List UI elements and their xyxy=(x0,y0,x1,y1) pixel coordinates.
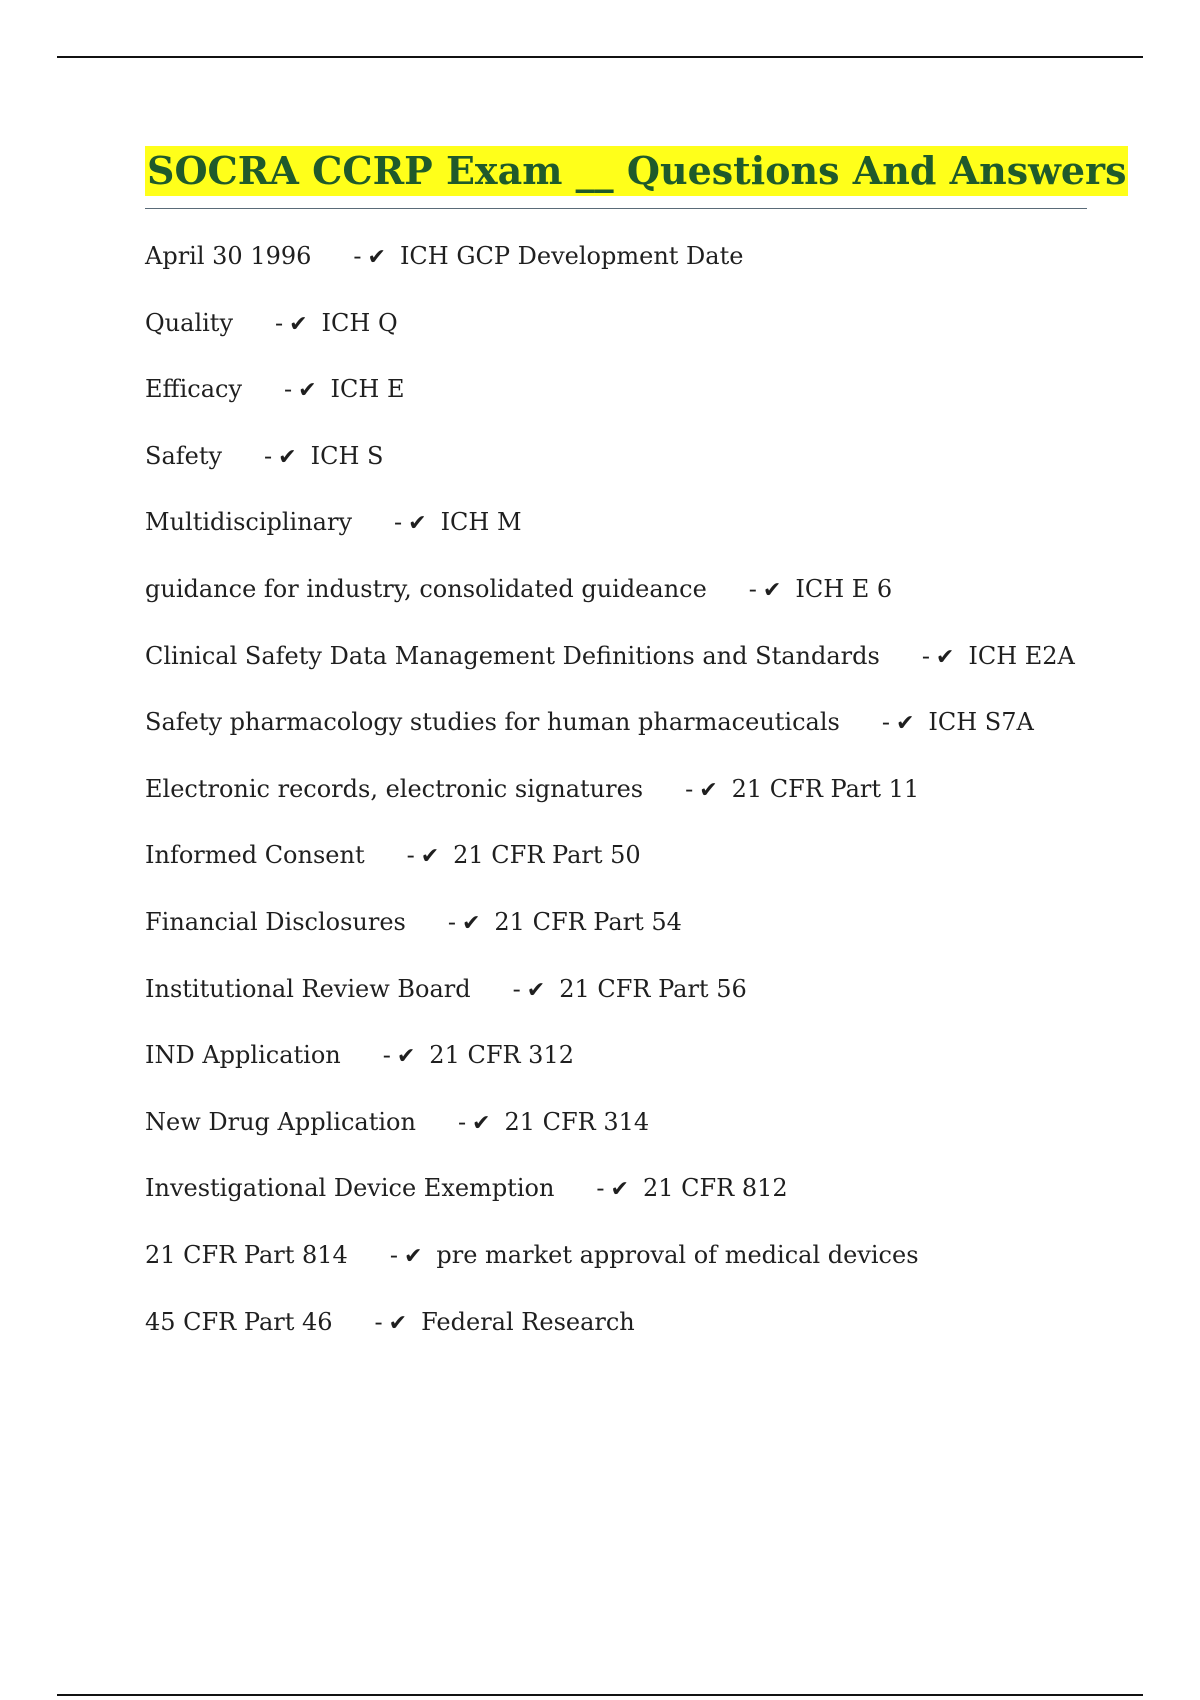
qa-item xyxy=(145,569,1105,636)
separator-dash: - xyxy=(881,708,890,737)
qa-item xyxy=(145,1035,1105,1102)
answer-text: ICH E xyxy=(330,375,405,404)
qa-item xyxy=(145,1102,1105,1169)
answer-text: Federal Research xyxy=(421,1307,635,1336)
check-icon: ✔ xyxy=(388,1310,408,1336)
qa-item xyxy=(145,636,1105,703)
separator-dash: - xyxy=(447,907,456,936)
answer-text: ICH S xyxy=(310,441,384,470)
qa-item xyxy=(145,702,1105,769)
question-text: Electronic records, electronic signatures xyxy=(145,774,644,803)
check-icon: ✔ xyxy=(367,245,386,270)
qa-item xyxy=(145,303,1105,370)
qa-list xyxy=(145,236,1105,1368)
check-icon: ✔ xyxy=(403,1243,423,1269)
qa-item xyxy=(145,436,1105,503)
question-text: Safety xyxy=(145,441,223,470)
header-rule xyxy=(57,56,1143,58)
separator-dash: - xyxy=(374,1307,383,1336)
qa-item xyxy=(145,369,1105,436)
separator-dash: - xyxy=(596,1174,605,1203)
answer-text: ICH M xyxy=(440,508,522,537)
question-text: 21 CFR Part 814 xyxy=(145,1240,348,1269)
answer-text: ICH Q xyxy=(321,308,398,337)
answer-text: ICH E2A xyxy=(968,641,1075,670)
question-text: Informed Consent xyxy=(145,841,365,870)
question-text: Institutional Review Board xyxy=(145,974,471,1003)
separator-dash: - xyxy=(275,308,284,337)
check-icon: ✔ xyxy=(298,378,317,404)
footer-rule xyxy=(57,1694,1143,1696)
qa-item xyxy=(145,1235,1105,1302)
separator-dash: - xyxy=(685,774,694,803)
question-text: Quality xyxy=(145,308,233,337)
check-icon: ✔ xyxy=(289,311,308,337)
check-icon: ✔ xyxy=(762,577,782,603)
check-icon: ✔ xyxy=(420,844,440,870)
answer-text: 21 CFR Part 50 xyxy=(453,841,641,870)
check-icon: ✔ xyxy=(396,1044,416,1070)
answer-text: ICH S7A xyxy=(928,708,1034,737)
answer-text: pre market approval of medical devices xyxy=(436,1240,919,1269)
answer-text: 21 CFR 314 xyxy=(504,1107,650,1136)
separator-dash: - xyxy=(353,242,362,270)
separator-dash: - xyxy=(406,841,415,870)
separator-dash: - xyxy=(389,1240,398,1269)
question-text: Financial Disclosures xyxy=(145,907,406,936)
check-icon: ✔ xyxy=(472,1110,491,1136)
qa-item xyxy=(145,969,1105,1036)
title-block xyxy=(145,146,1127,209)
separator-dash: - xyxy=(394,508,403,537)
check-icon: ✔ xyxy=(699,777,718,803)
separator-dash: - xyxy=(264,441,273,470)
check-icon: ✔ xyxy=(935,644,955,670)
qa-item xyxy=(145,1168,1105,1235)
qa-item xyxy=(145,502,1105,569)
separator-dash: - xyxy=(748,574,757,603)
separator-dash: - xyxy=(284,375,293,404)
qa-item xyxy=(145,835,1105,902)
question-text: April 30 1996 xyxy=(145,242,312,270)
question-text: Investigational Device Exemption xyxy=(145,1174,555,1203)
answer-text: 21 CFR Part 56 xyxy=(559,974,747,1003)
answer-text: 21 CFR 312 xyxy=(429,1041,574,1070)
page-title: SOCRA CCRP Exam __ Questions And Answers xyxy=(145,146,1128,196)
qa-item xyxy=(145,902,1105,969)
question-text: 45 CFR Part 46 xyxy=(145,1307,333,1336)
answer-text: ICH E 6 xyxy=(795,574,893,603)
qa-item xyxy=(145,236,1105,303)
question-text: Safety pharmacology studies for human pharmaceuticals xyxy=(145,708,840,737)
question-text: Efficacy xyxy=(145,375,242,404)
check-icon: ✔ xyxy=(408,511,427,537)
answer-text: 21 CFR Part 54 xyxy=(494,907,682,936)
qa-item xyxy=(145,1302,1105,1369)
question-text: Multidisciplinary xyxy=(145,508,353,537)
check-icon: ✔ xyxy=(526,977,546,1003)
separator-dash: - xyxy=(921,641,930,670)
answer-text: 21 CFR 812 xyxy=(642,1174,788,1203)
separator-dash: - xyxy=(512,974,521,1003)
question-text: New Drug Application xyxy=(145,1107,416,1136)
qa-item xyxy=(145,769,1105,836)
separator-dash: - xyxy=(382,1041,391,1070)
check-icon: ✔ xyxy=(610,1177,629,1203)
check-icon: ✔ xyxy=(278,444,297,470)
check-icon: ✔ xyxy=(461,910,481,936)
question-text: guidance for industry, consolidated guideance xyxy=(145,574,707,603)
answer-text: 21 CFR Part 11 xyxy=(731,774,920,803)
answer-text: ICH GCP Development Date xyxy=(399,242,744,270)
question-text: Clinical Safety Data Management Definitions and Standards xyxy=(145,641,880,670)
separator-dash: - xyxy=(457,1107,467,1136)
check-icon: ✔ xyxy=(895,711,915,737)
question-text: IND Application xyxy=(145,1041,341,1070)
